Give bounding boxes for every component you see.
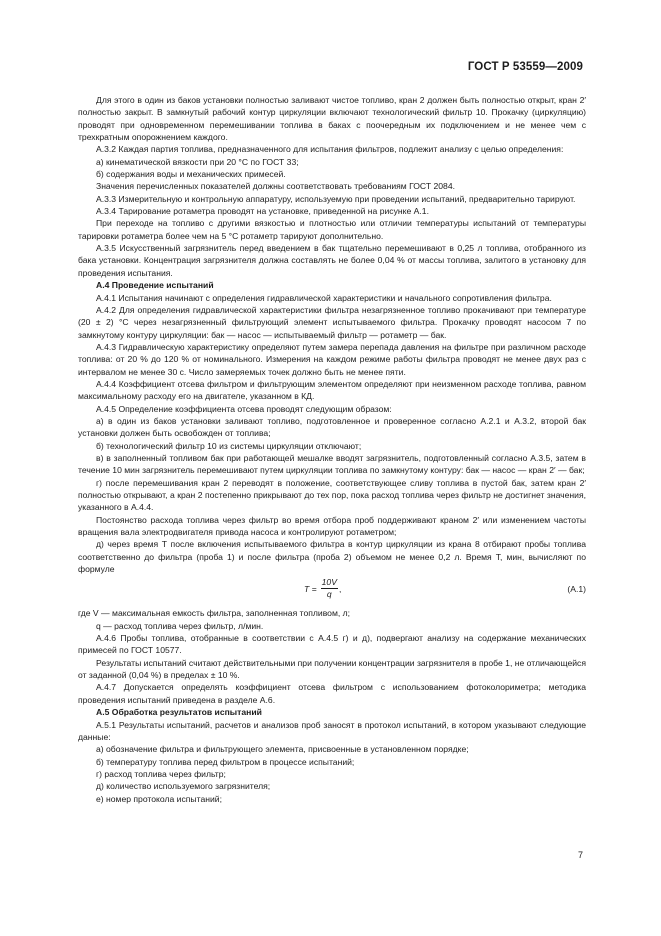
- paragraph: б) технологический фильтр 10 из системы циркуляции отключают;: [96, 440, 362, 451]
- paragraph: Для этого в один из баков установки полностью заливают чистое топливо, кран 2 должен быть полностью открыт, кран 2′ полностью закрыт. В замкнутый рабочий контур циркуляции включают технологический фильтр 10. Прокачку (циркуляцию) проводят при одновременном перемешивании топлива в баках с поочередным их подключением и не менее чем с трехкратным опорожнением каждого.: [78, 95, 586, 143]
- paragraph: б) температуру топлива перед фильтром в процессе испытаний;: [96, 756, 355, 767]
- paragraph: А.4.1 Испытания начинают с определения гидравлической характеристики и начального сопротивления фильтра.: [96, 292, 552, 303]
- formula-number: (А.1): [567, 584, 586, 595]
- paragraph: г) после перемешивания кран 2 переводят в положение, соответствующее сливу топлива в пустой бак, затем кран 2′ полностью открывают, а кран 2 постепенно прикрывают до тех пор, пока расход топлива через фильтр не достигнет значения, указанного в А.4.4.: [78, 477, 586, 513]
- paragraph: в) в заполненный топливом бак при работающей мешалке вводят загрязнитель, подготовленный согласно А.3.5, затем в течение 10 мин загрязнитель перемешивают путем циркуляции топлива по замкнутому контуру: бак — насос — кран 2′ — бак;: [78, 452, 586, 476]
- paragraph: А.4.3 Гидравлическую характеристику определяют путем замера перепада давления на фильтре при различном расходе топлива: от 20 % до 120 % от номинального. Измерения на каждом режиме работы фильтра проводят не менее двух раз с интервалом не менее 30 с. Число замеряемых точек должно быть не менее пяти.: [78, 341, 586, 377]
- paragraph: а) в один из баков установки заливают топливо, подготовленное и проверенное согласно А.2.1 и А.3.2, второй бак установки должен быть освобожден от топлива;: [78, 415, 586, 439]
- paragraph: где V — максимальная емкость фильтра, заполненная топливом, л;: [78, 608, 351, 619]
- paragraph: г) расход топлива через фильтр;: [96, 768, 226, 779]
- paragraph: Значения перечисленных показателей должны соответствовать требованиям ГОСТ 2084.: [96, 181, 455, 192]
- formula-lhs: T =: [304, 583, 317, 594]
- paragraph: е) номер протокола испытаний;: [96, 793, 222, 804]
- formula-denominator: q: [326, 589, 332, 600]
- paragraph: А.3.3 Измерительную и контрольную аппаратуру, используемую при проведении испытаний, предварительно тарируют.: [96, 193, 576, 204]
- paragraph: А.4.5 Определение коэффициента отсева проводят следующим образом:: [96, 403, 392, 414]
- formula-tail: ,: [338, 583, 342, 594]
- paragraph: Постоянство расхода топлива через фильтр во время отбора проб поддерживают краном 2′ или изменением частоты вращения вала электродвигателя привода насоса и контролируют ротаметром;: [78, 514, 586, 538]
- paragraph: а) кинематической вязкости при 20 °С по ГОСТ 33;: [96, 156, 299, 167]
- paragraph: При переходе на топливо с другими вязкостью и плотностью или отличии температуры испытаний от температуры тарировки ротаметра более чем на 5 °С ротаметр тарируют дополнительно.: [78, 218, 586, 241]
- paragraph: А.4.4 Коэффициент отсева фильтром и фильтрующим элементом определяют при неизменном расходе топлива, равном максимальному расходу его на двигателе, указанном в КД.: [78, 378, 586, 402]
- paragraph: Результаты испытаний считают действительными при получении концентрации загрязнителя в пробе 1, не отличающейся от заданной (0,04 %) в пределах ± 10 %.: [78, 657, 586, 681]
- paragraph: А.5.1 Результаты испытаний, расчетов и анализов проб заносят в протокол испытаний, в котором указывают следующие данные:: [78, 719, 586, 742]
- paragraph: д) количество используемого загрязнителя;: [96, 781, 271, 792]
- paragraph: А.4.2 Для определения гидравлической характеристики фильтра незагрязненное топливо прокачивают при температуре (20 ± 2) °С через незагрязненный фильтрующий элемент испытываемого фильтра. Прокачку проводят насосом 7 по замкнутому контуру циркуляции: бак — насос — испытываемый фильтр — ротаметр — бак.: [78, 304, 586, 340]
- formula-numerator: 10V: [321, 577, 337, 588]
- paragraph: q — расход топлива через фильтр, л/мин.: [96, 620, 264, 631]
- paragraph: А.3.4 Тарирование ротаметра проводят на установке, приведенной на рисунке А.1.: [96, 206, 429, 217]
- formula-a1: [78, 577, 586, 603]
- paragraph: А.4.7 Допускается определять коэффициент отсева фильтром с использованием фотоколориметра; методика проведения испытаний приведена в разделе А.6.: [78, 682, 586, 705]
- paragraph: А.4.6 Пробы топлива, отобранные в соответствии с А.4.5 г) и д), подвергают анализу на содержание механических примесей по ГОСТ 10577.: [78, 633, 586, 656]
- paragraph: б) содержания воды и механических примесей.: [96, 169, 286, 180]
- section-heading: А.4 Проведение испытаний: [96, 280, 214, 291]
- document-id: ГОСТ Р 53559—2009: [467, 61, 583, 73]
- page-number: 7: [577, 850, 583, 860]
- section-heading: А.5 Обработка результатов испытаний: [96, 707, 262, 718]
- paragraph: а) обозначение фильтра и фильтрующего элемента, присвоенные в установленном порядке;: [96, 744, 469, 755]
- document-body: [78, 94, 586, 805]
- paragraph: А.3.2 Каждая партия топлива, предназначенного для испытания фильтров, подлежит анализу с целью определения:: [96, 144, 564, 155]
- formula-fraction: [321, 577, 338, 600]
- formula-expression: [304, 577, 341, 600]
- paragraph: А.3.5 Искусственный загрязнитель перед введением в бак тщательно перемешивают в 0,25 л топлива, отобранного из бака установки. Концентрация загрязнителя должна составлять не более 0,04 % от массы топлива, залитого в установку для проведения испытания.: [78, 243, 586, 278]
- paragraph: д) через время Т после включения испытываемого фильтра в контур циркуляции из крана 8 отбирают пробы топлива соответственно до фильтра (проба 1) и после фильтра (проба 2) объемом не менее 0,2 л. Время Т, мин, вычисляют по формуле: [78, 539, 586, 575]
